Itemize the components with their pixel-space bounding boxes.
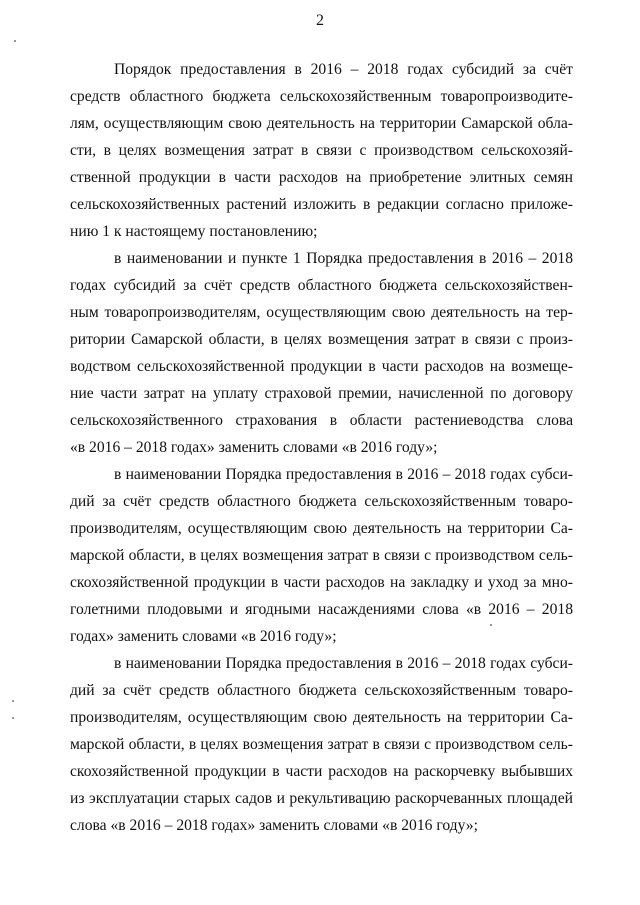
text-line: голетними плодовыми и ягодными насаждениями слова «в 2016 – 2018 bbox=[70, 601, 573, 618]
text-line: годах» заменить словами «в 2016 году»; bbox=[70, 628, 337, 645]
text-line: «в 2016 – 2018 годах» заменить словами «в 2016 году»; bbox=[70, 439, 438, 456]
text-line: в наименовании Порядка предоставления в 2016 – 2018 годах субси- bbox=[114, 466, 573, 483]
page-number: 2 bbox=[316, 12, 324, 29]
scan-speck bbox=[14, 40, 16, 42]
text-line: лям, осуществляющим свою деятельность на территории Самарской обла- bbox=[70, 115, 573, 132]
text-line: сельскохозяйственного страхования в области растениеводства слова bbox=[70, 412, 573, 429]
text-line: производителям, осуществляющим свою деятельность на территории Са- bbox=[70, 520, 573, 537]
text-line: нию 1 к настоящему постановлению; bbox=[70, 223, 318, 240]
text-line: водством сельскохозяйственной продукции в части расходов на возмеще- bbox=[70, 358, 573, 375]
text-line: марской области, в целях возмещения затрат в связи с производством сель- bbox=[70, 547, 573, 564]
text-line: дий за счёт средств областного бюджета сельскохозяйственным товаро- bbox=[70, 682, 573, 699]
text-line: средств областного бюджета сельскохозяйственным товаропроизводите- bbox=[70, 88, 573, 105]
text-line: в наименовании и пункте 1 Порядка предоставления в 2016 – 2018 bbox=[114, 250, 573, 267]
text-line: Порядок предоставления в 2016 – 2018 годах субсидий за счёт bbox=[114, 61, 573, 78]
text-line: ритории Самарской области, в целях возмещения затрат в связи с произ- bbox=[70, 331, 573, 348]
paragraph-4 bbox=[70, 650, 573, 839]
text-line: сельскохозяйственных растений изложить в редакции согласно приложе- bbox=[70, 196, 573, 213]
text-line: скохозяйственной продукции в части расходов на раскорчевку выбывших bbox=[70, 763, 573, 780]
scan-speck bbox=[12, 700, 14, 702]
text-line: производителям, осуществляющим свою деятельность на территории Са- bbox=[70, 709, 573, 726]
paragraph-2 bbox=[70, 245, 573, 461]
text-line: годах субсидий за счёт средств областного бюджета сельскохозяйствен- bbox=[70, 277, 573, 294]
text-line: ственной продукции в части расходов на приобретение элитных семян bbox=[70, 169, 573, 186]
text-line: дий за счёт средств областного бюджета сельскохозяйственным товаро- bbox=[70, 493, 573, 510]
text-line: из эксплуатации старых садов и рекультивацию раскорчеванных площадей bbox=[70, 790, 573, 807]
text-line: ние части затрат на уплату страховой премии, начисленной по договору bbox=[70, 385, 573, 402]
paragraph-3 bbox=[70, 461, 573, 650]
paragraph-1 bbox=[70, 56, 573, 245]
text-line: в наименовании Порядка предоставления в 2016 – 2018 годах субси- bbox=[114, 655, 573, 672]
text-line: марской области, в целях возмещения затрат в связи с производством сель- bbox=[70, 736, 573, 753]
text-line: ным товаропроизводителям, осуществляющим свою деятельность на тер- bbox=[70, 304, 573, 321]
text-line: слова «в 2016 – 2018 годах» заменить словами «в 2016 году»; bbox=[70, 817, 478, 834]
body-text bbox=[70, 56, 573, 839]
scan-speck bbox=[490, 624, 492, 626]
text-line: сти, в целях возмещения затрат в связи с производством сельскохозяй- bbox=[70, 142, 573, 159]
text-line: скохозяйственной продукции в части расходов на закладку и уход за мно- bbox=[70, 574, 573, 591]
scan-speck bbox=[12, 717, 14, 719]
